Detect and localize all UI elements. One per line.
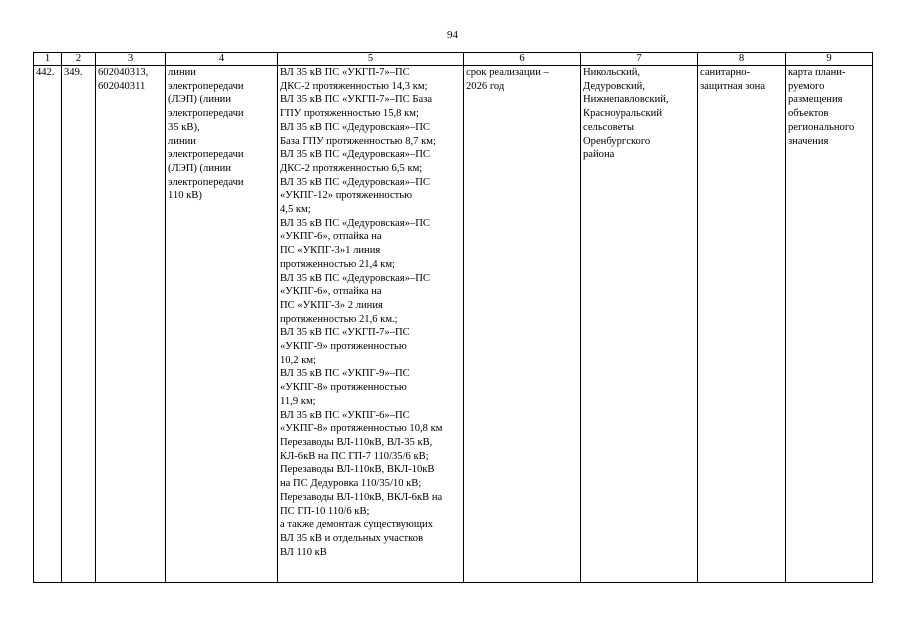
map-reference-cell: карта плани- руемого размещения объектов регионального значения [786,66,873,583]
column-header: 5 [278,53,464,66]
column-header: 1 [34,53,62,66]
header-row [34,53,873,66]
table-row [34,66,873,583]
column-header: 4 [166,53,278,66]
column-header: 7 [581,53,698,66]
row-number-cell: 442. [34,66,62,583]
location-cell: Никольский, Дедуровский, Нижнепавловский, Красноуральский сельсоветы Оренбургского района [581,66,698,583]
column-header: 3 [96,53,166,66]
page-number: 94 [447,29,458,41]
column-header: 2 [62,53,96,66]
column-header: 6 [464,53,581,66]
zone-cell: санитарно- защитная зона [698,66,786,583]
object-type-cell: линии электропередачи (ЛЭП) (линии электропередачи 35 кВ), линии электропередачи (ЛЭП) (линии электропередачи 110 кВ) [166,66,278,583]
object-description-cell: ВЛ 35 кВ ПС «УКГП-7»–ПС ДКС-2 протяженностью 14,3 км; ВЛ 35 кВ ПС «УКГП-7»–ПС База ГПУ протяженностью 15,8 км; ВЛ 35 кВ ПС «Дедуровская»–ПС База ГПУ протяженностью 8,7 км; ВЛ 35 кВ ПС «Дедуровская»–ПС ДКС-2 протяженностью 6,5 км; ВЛ 35 кВ ПС «Дедуровская»–ПС «УКПГ-12» протяженностью 4,5 км; ВЛ 35 кВ ПС «Дедуровская»–ПС «УКПГ-6», отпайка на ПС «УКПГ-3»1 линия протяженностью 21,4 км; ВЛ 35 кВ ПС «Дедуровская»–ПС «УКПГ-6», отпайка на ПС «УКПГ-3» 2 линия протяженностью 21,6 км.; ВЛ 35 кВ ПС «УКГП-7»–ПС «УКПГ-9» протяженностью 10,2 км; ВЛ 35 кВ ПС «УКПГ-9»–ПС «УКПГ-8» протяженностью 11,9 км; ВЛ 35 кВ ПС «УКПГ-6»–ПС «УКПГ-8» протяженностью 10,8 км Перезаводы ВЛ-110кВ, ВЛ-35 кВ, КЛ-6кВ на ПС ГП-7 110/35/6 кВ; Перезаводы ВЛ-110кВ, ВКЛ-10кВ на ПС Дедуровка 110/35/10 кВ; Перезаводы ВЛ-110кВ, ВКЛ-6кВ на ПС ГП-10 110/6 кВ; а также демонтаж существующих ВЛ 35 кВ и отдельных участков ВЛ 110 кВ [278,66,464,583]
column-header: 8 [698,53,786,66]
code-cell: 602040313, 602040311 [96,66,166,583]
column-header: 9 [786,53,873,66]
object-number-cell: 349. [62,66,96,583]
document-table [33,52,873,583]
implementation-term-cell: срок реализации – 2026 год [464,66,581,583]
